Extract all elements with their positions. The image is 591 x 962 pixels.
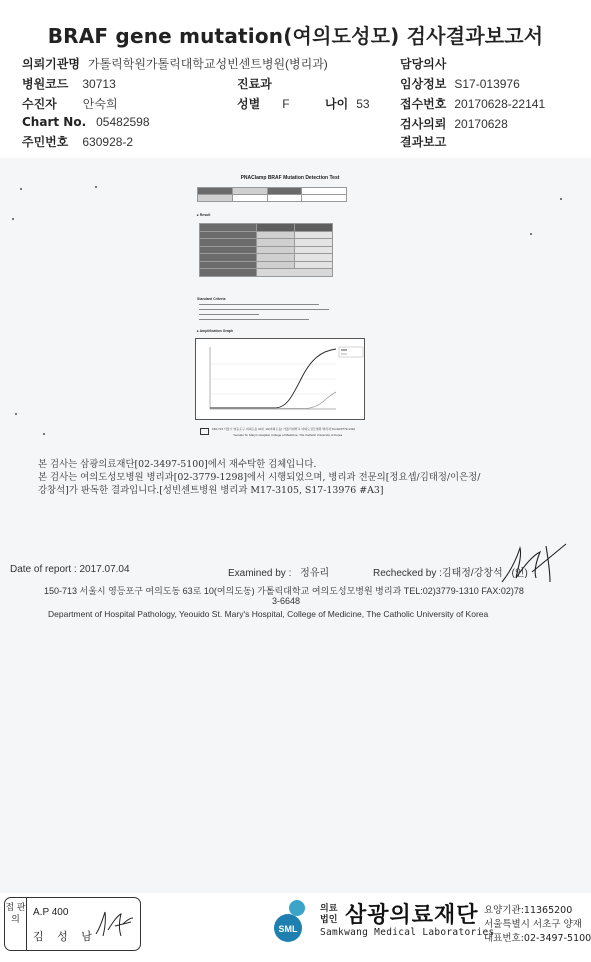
criteria-text-line <box>199 309 329 310</box>
pathologist-stamp <box>4 897 141 951</box>
scan-footer-line1: 150-713 서울시 영등포구 여의도동 63로 10(여의도동) 가톨릭대학교 여의도성모병원 병리과 Tel:02/3779-1310 <box>212 427 356 431</box>
patient-row <box>22 95 118 112</box>
receipt-value: 20170628-22141 <box>454 97 546 111</box>
examined-by <box>228 564 329 579</box>
examined-label: Examined by : <box>228 568 292 579</box>
request-label: 검사의뢰 <box>400 117 447 131</box>
report-date: Date of report : 2017.07.04 <box>10 564 130 575</box>
scan-speck <box>95 186 97 188</box>
clinical-info-value: S17-013976 <box>454 77 520 91</box>
report-title: BRAF gene mutation(여의도성모) 검사결과보고서 <box>47 24 544 48</box>
criteria-text-line <box>199 304 319 305</box>
rechecked-label: Rechecked by : <box>373 568 442 579</box>
scan-speck <box>560 198 562 200</box>
scan-speck <box>20 188 22 190</box>
seal-mark: (인) <box>511 568 528 579</box>
amplification-curve-svg <box>196 339 366 421</box>
logo-text: SML <box>278 924 298 934</box>
institution-row <box>22 55 328 72</box>
hospital-logo-icon <box>200 428 209 435</box>
remark-line3: 강창석]가 판독한 결과입니다.[성빈센트병원 병리과 M17-3105, S17-13976 #A3] <box>38 485 384 496</box>
rechecked-value: 김태정/강창석 <box>441 568 503 579</box>
id-label: 주민번호 <box>22 135 69 149</box>
dept-row <box>237 75 272 92</box>
lab-address: 서울특별시 서초구 양재 <box>484 919 582 930</box>
receipt-label: 접수번호 <box>400 97 447 111</box>
clinical-info-row <box>400 75 520 92</box>
request-row <box>400 115 508 132</box>
scan-footer-line2: Yeouido St. Mary's Hospital, College of Medicine, The Catholic University of Korea <box>233 433 343 437</box>
result-report-label: 결과보고 <box>400 135 447 149</box>
pathology-address: 150-713 서울시 영등포구 여의도동 63로 10(여의도동) 가톨릭대학교 여의도성모병원 병리과 TEL:02)3779-1310 FAX:02)78 <box>44 586 524 596</box>
criteria-text-line <box>199 314 259 315</box>
pathology-address-cont: 3-6648 <box>272 596 301 606</box>
result-section-label: ▸ Result <box>197 213 211 217</box>
sample-info-table <box>197 187 347 202</box>
clinical-info-label: 임상정보 <box>400 77 447 91</box>
lab-phone: 대표번호:02-3497-5100 <box>484 933 591 944</box>
department-name: Department of Hospital Pathology, Yeouido St. Mary's Hospital, College of Medicine, The Catholic University of Korea <box>48 609 489 619</box>
age-value: 53 <box>356 97 370 111</box>
institution-value: 가톨릭학원가톨릭대학교성빈센트병원(병리과) <box>87 57 328 71</box>
dept-label: 진료과 <box>237 77 272 91</box>
age-label: 나이 <box>325 97 349 111</box>
criteria-label: Standard Criteria <box>197 297 226 301</box>
hospital-code-row <box>22 75 116 92</box>
remark-line1: 본 검사는 삼광의료재단[02-3497-5100]에서 재수탁한 검체입니다. <box>38 459 317 470</box>
doctor-row <box>400 55 446 72</box>
chart-value: 05482598 <box>96 115 150 129</box>
remark-line2: 본 검사는 여의도성모병원 병리과[02-3779-1298]에서 시행되었으며, 병리과 전문의[정요셉/김태정/이은정/ <box>38 472 481 483</box>
stamp-vertical-label: 접 판 의 <box>5 898 27 950</box>
sex-value: F <box>282 97 290 111</box>
scan-speck <box>15 413 17 415</box>
patient-label: 수진자 <box>22 97 57 111</box>
sex-label: 성별 <box>237 97 261 111</box>
result-report-row <box>400 133 446 150</box>
receipt-row <box>400 95 545 112</box>
lab-name-kr: 삼광의료재단 <box>345 903 479 928</box>
patient-value: 안숙희 <box>82 97 118 111</box>
amplification-graph <box>195 338 365 420</box>
result-table <box>199 223 333 277</box>
request-value: 20170628 <box>454 117 508 131</box>
lab-institution-code: 요양기관:11365200 <box>484 905 573 916</box>
hospital-code-value: 30713 <box>82 77 116 91</box>
id-row <box>22 133 133 150</box>
stamp-name: 김 성 남 <box>33 930 97 943</box>
chart-row <box>22 115 150 129</box>
stamp-signature <box>93 908 135 942</box>
hospital-code-label: 병원코드 <box>22 77 69 91</box>
scan-speck <box>43 433 45 435</box>
pnaclamp-title: PNAClamp BRAF Mutation Detection Test <box>240 175 340 181</box>
id-value: 630928-2 <box>82 135 134 149</box>
chart-label: Chart No. <box>22 115 87 129</box>
sml-logo-icon <box>270 898 316 944</box>
criteria-text-line <box>199 319 309 320</box>
age-row <box>325 95 370 112</box>
examined-value: 정유리 <box>300 568 330 579</box>
doctor-label: 담당의사 <box>400 57 447 71</box>
sex-row <box>237 95 290 112</box>
institution-label: 의뢰기관명 <box>22 57 80 71</box>
corp-type: 의료 법인 <box>320 904 338 925</box>
rechecked-signature <box>496 542 568 590</box>
lab-name-en: Samkwang Medical Laboratories <box>320 927 495 938</box>
scan-speck <box>12 218 14 220</box>
pnaclamp-report-image <box>195 175 385 445</box>
stamp-code: A.P 400 <box>33 907 69 918</box>
scan-speck <box>530 233 532 235</box>
amplification-label: ▸ Amplification Graph <box>197 329 234 333</box>
